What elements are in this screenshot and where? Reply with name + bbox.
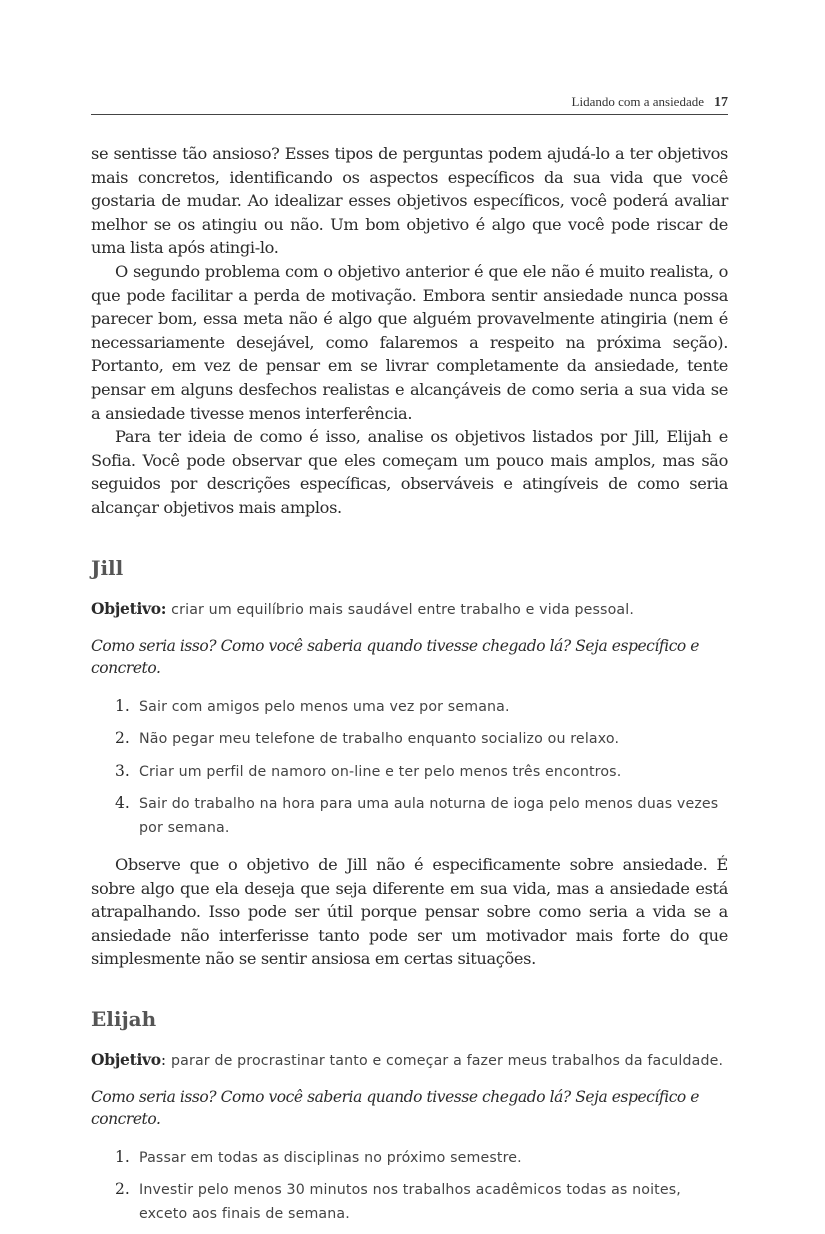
- list-item: [91, 792, 728, 839]
- objective-label: Objetivo: [91, 1049, 161, 1069]
- list-item: [91, 1178, 728, 1225]
- page-content: [91, 142, 728, 1234]
- objective-label: Objetivo:: [91, 598, 167, 618]
- item-number: 1.: [115, 1147, 130, 1166]
- paragraph-examples: Para ter ideia de como é isso, analise os objetivos listados por Jill, Elijah e Sofia. Você pode observar que eles começam um pouco mais amplos, mas são seguidos por descrições específicas, observáveis e atingíveis de como seria alcançar objetivos mais amplos.: [91, 427, 728, 517]
- section-heading-jill: Jill: [91, 555, 124, 580]
- objective-jill: [91, 598, 728, 621]
- paragraph-continuation: se sentisse tão ansioso? Esses tipos de perguntas podem ajudá-lo a ter objetivos mais concretos, identificando os aspectos específicos da sua vida que você gostaria de mudar. Ao idealizar esses objetivos específicos, você poderá avaliar melhor se os atingiu ou não. Um bom objetivo é algo que você pode riscar de uma lista após atingi-lo.: [91, 144, 728, 258]
- list-item: [91, 1146, 728, 1170]
- objective-colon: :: [160, 1050, 167, 1069]
- objective-text: parar de procrastinar tanto e começar a fazer meus trabalhos da faculdade.: [170, 1052, 724, 1069]
- header-rule: [91, 114, 728, 115]
- item-number: 1.: [115, 696, 130, 715]
- item-text: Sair com amigos pelo menos uma vez por semana.: [139, 698, 510, 715]
- item-number: 2.: [115, 729, 130, 747]
- item-number: 4.: [115, 794, 130, 812]
- running-title: Lidando com a ansiedade: [571, 94, 704, 109]
- paragraph-realism: O segundo problema com o objetivo anterior é que ele não é muito realista, o que pode facilitar a perda de motivação. Embora sentir ansiedade nunca possa parecer bom, essa meta não é algo que alguém provavelmente atingiria (nem é necessariamente desejável, como falaremos a respeito na próxima seção). Portanto, em vez de pensar em se livrar completamente da ansiedade, tente pensar em alguns desfechos realistas e alcançáveis de como seria a sua vida se a ansiedade tivesse menos interferência.: [91, 261, 728, 423]
- page-number: 17: [714, 95, 728, 110]
- goal-list-elijah: [91, 1146, 728, 1226]
- item-text: Passar em todas as disciplinas no próximo semestre.: [139, 1149, 522, 1166]
- running-head: [91, 94, 728, 111]
- question-elijah: Como seria isso? Como você saberia quando tivesse chegado lá? Seja específico e concreto.: [91, 1087, 700, 1128]
- list-item: [91, 695, 728, 719]
- item-number: 3.: [115, 761, 130, 780]
- list-item: [91, 760, 728, 784]
- goal-list-jill: [91, 695, 728, 840]
- item-text: Criar um perfil de namoro on-line e ter pelo menos três encontros.: [139, 763, 622, 780]
- objective-elijah: [91, 1049, 728, 1072]
- section-heading-elijah: Elijah: [91, 1006, 157, 1031]
- question-jill: Como seria isso? Como você saberia quando tivesse chegado lá? Seja específico e concreto.: [91, 636, 700, 677]
- list-item: [91, 727, 728, 751]
- item-number: 2.: [115, 1180, 130, 1199]
- item-text: Investir pelo menos 30 minutos nos trabalhos acadêmicos todas as noites, exceto aos finais de semana.: [139, 1182, 681, 1222]
- item-text: Sair do trabalho na hora para uma aula noturna de ioga pelo menos duas vezes por semana.: [139, 796, 719, 836]
- paragraph-jill-note: Observe que o objetivo de Jill não é especificamente sobre ansiedade. É sobre algo que ela deseja que seja diferente em sua vida, mas a ansiedade está atrapalhando. Isso pode ser útil porque pensar sobre como seria a vida se a ansiedade não interferisse tanto pode ser um motivador mais forte do que simplesmente não se sentir ansiosa em certas situações.: [91, 855, 728, 969]
- objective-text: criar um equilíbrio mais saudável entre trabalho e vida pessoal.: [171, 601, 635, 618]
- item-text: Não pegar meu telefone de trabalho enquanto socializo ou relaxo.: [139, 731, 620, 747]
